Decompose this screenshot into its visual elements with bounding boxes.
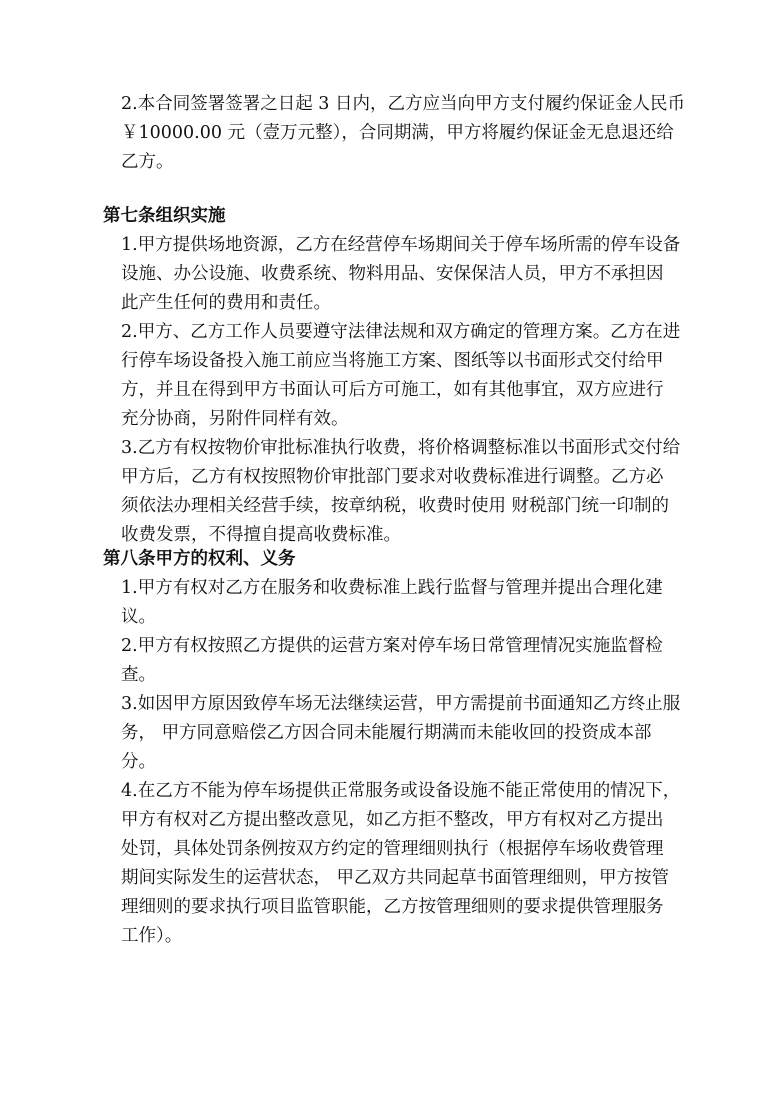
paragraph-line: 甲方后，乙方有权按照物价审批部门要求对收费标准进行调整。乙方必 (121, 467, 664, 487)
paragraph-line: 甲方有权对乙方提出整改意见，如乙方拒不整改，甲方有权对乙方提出 (121, 810, 664, 830)
section-heading-8: 第八条甲方的权利、义务 (103, 549, 296, 569)
paragraph-line: 处罚，具体处罚条例按双方约定的管理细则执行（根据停车场收费管理 (121, 839, 664, 859)
paragraph-line: 查。 (121, 665, 156, 685)
paragraph-line: 议。 (121, 607, 156, 627)
paragraph-line: 1.甲方有权对乙方在服务和收费标准上践行监督与管理并提出合理化建 (121, 578, 663, 598)
paragraph-line: 此产生任何的费用和责任。 (121, 293, 331, 313)
paragraph-line: 期间实际发生的运营状态， 甲乙双方共同起草书面管理细则，甲方按管 (121, 868, 670, 888)
paragraph-line: 2.本合同签署签署之日起 3 日内，乙方应当向甲方支付履约保证金人民币 (121, 94, 685, 114)
paragraph-line: 收费发票，不得擅自提高收费标准。 (121, 525, 401, 545)
paragraph-line: 理细则的要求执行项目监管职能，乙方按管理细则的要求提供管理服务 (121, 897, 664, 917)
paragraph-line: 工作）。 (121, 926, 183, 946)
paragraph-line: 设施、办公设施、收费系统、物料用品、安保保洁人员，甲方不承担因 (121, 264, 664, 284)
paragraph-line: 行停车场设备投入施工前应当将施工方案、图纸等以书面形式交付给甲 (121, 351, 664, 371)
paragraph-line: 2.甲方有权按照乙方提供的运营方案对停车场日常管理情况实施监督检 (121, 636, 663, 656)
paragraph-line: 3.乙方有权按物价审批标准执行收费，将价格调整标准以书面形式交付给 (121, 438, 681, 458)
paragraph-line: 乙方。 (121, 152, 174, 172)
section-heading-7: 第七条组织实施 (103, 206, 226, 226)
paragraph-line: 须依法办理相关经营手续，按章纳税，收费时使用 财税部门统一印制的 (121, 496, 670, 516)
paragraph-line: 4.在乙方不能为停车场提供正常服务或设备设施不能正常使用的情况下， (121, 781, 681, 801)
paragraph-line: 3.如因甲方原因致停车场无法继续运营，甲方需提前书面通知乙方终止服 (121, 694, 681, 714)
paragraph-line: 充分协商，另附件同样有效。 (121, 409, 349, 429)
paragraph-line: 2.甲方、乙方工作人员要遵守法律法规和双方确定的管理方案。乙方在进 (121, 322, 681, 342)
paragraph-line: 方，并且在得到甲方书面认可后方可施工，如有其他事宜，双方应进行 (121, 380, 664, 400)
paragraph-line: 分。 (121, 752, 156, 772)
paragraph-line: 1.甲方提供场地资源，乙方在经营停车场期间关于停车场所需的停车设备 (121, 235, 681, 255)
paragraph-line: ￥10000.00 元（壹万元整），合同期满，甲方将履约保证金无息退还给 (121, 123, 674, 143)
paragraph-line: 务， 甲方同意赔偿乙方因合同未能履行期满而未能收回的投资成本部 (121, 723, 652, 743)
